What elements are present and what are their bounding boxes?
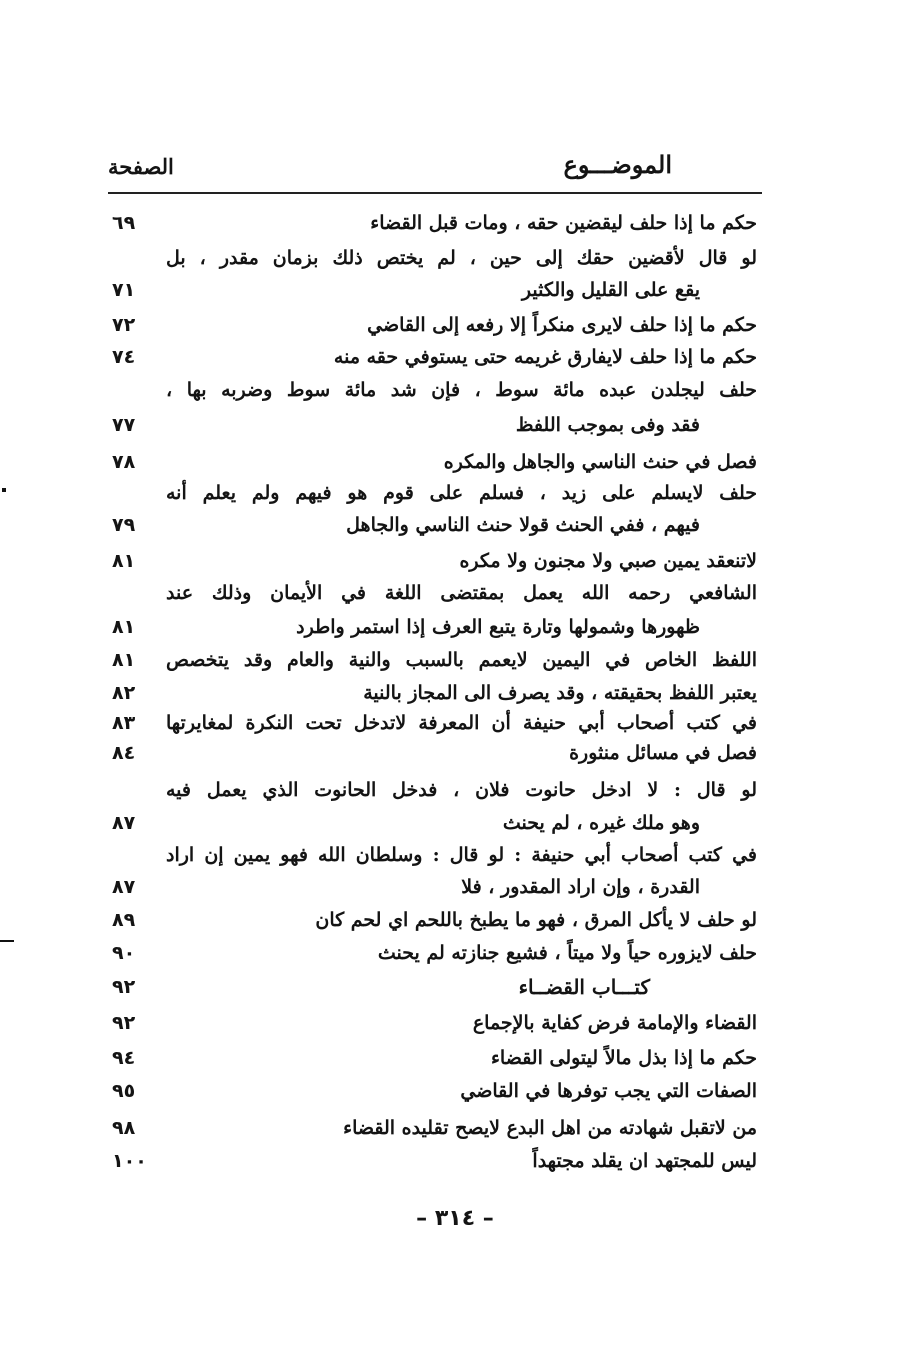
toc-entry-page: ٩٢ (112, 1012, 136, 1034)
toc-entry-page: ٨٧ (112, 812, 136, 834)
toc-entry-page: ٩٥ (112, 1080, 136, 1102)
section-heading: كتـــاب القضــاء (518, 975, 650, 999)
toc-entry-page: ٨١ (112, 649, 136, 671)
toc-entry-text: حلف ليجلدن عبده مائة سوط ، فإن شد مائة سوط وضربه بها ، (166, 379, 757, 401)
toc-entry-page: ٧٢ (112, 314, 136, 336)
toc-entry-text: لو قال لأقضين حقك إلى حين ، لم يختص ذلك بزمان مقدر ، بل (166, 247, 757, 269)
toc-entry-text: حكم ما إذا حلف لايفارق غريمه حتى يستوفي حقه منه (333, 346, 757, 368)
toc-entry-page: ٨١ (112, 550, 136, 572)
toc-entry-text: القضاء والإمامة فرض كفاية بالإجماع (472, 1012, 757, 1034)
toc-entry-text: لاتنعقد يمين صبي ولا مجنون ولا مكره (459, 550, 757, 572)
toc-entry-page: ٩٠ (112, 942, 136, 964)
toc-entry-text: ظهورها وشمولها وتارة يتبع العرف إذا استمر واطرد (296, 616, 700, 638)
page-column-label: الصفحة (108, 154, 174, 179)
toc-entry-text: لو حلف لا يأكل المرق ، فهو ما يطبخ باللحم اي لحم كان (315, 909, 757, 931)
toc-entry-text: القدرة ، وإن اراد المقدور ، فلا (461, 876, 700, 898)
toc-entry-page: ٧٧ (112, 414, 136, 436)
toc-entry-page: ٧٨ (112, 451, 136, 473)
toc-entry-page: ١٠٠ (112, 1150, 147, 1172)
toc-entry-text: من لاتقبل شهادته من اهل البدع لايصح تقليده القضاء (343, 1117, 757, 1139)
toc-entry-page: ٧٤ (112, 346, 136, 368)
toc-entry-text: حكم ما إذا حلف لايرى منكراً إلا رفعه إلى القاضي (367, 314, 757, 336)
toc-entry-text: اللفظ الخاص في اليمين لايعمم بالسبب والنية والعام وقد يتخصص (166, 649, 757, 671)
toc-entry-text: يقع على القليل والكثير (521, 279, 700, 301)
toc-entry-page: ٦٩ (112, 212, 136, 234)
toc-entry-text: لو قال : لا ادخل حانوت فلان ، فدخل الحانوت الذي يعمل فيه (166, 779, 757, 801)
toc-entry-page: ٨٧ (112, 876, 136, 898)
toc-entry-text: يعتبر اللفظ بحقيقته ، وقد يصرف الى المجاز بالنية (363, 682, 757, 704)
toc-entry-text: حلف لايسلم على زيد ، فسلم على قوم هو فيهم ولم يعلم أنه (166, 482, 757, 504)
toc-entry-text: حكم ما إذا بذل مالاً ليتولى القضاء (491, 1047, 757, 1069)
toc-entry-page: ٨١ (112, 616, 136, 638)
toc-entry-page: ٨٩ (112, 909, 136, 931)
toc-entry-page: ٧١ (112, 279, 136, 301)
toc-entry-text: ليس للمجتهد ان يقلد مجتهداً (532, 1150, 757, 1172)
toc-entry-page: ٨٣ (112, 712, 136, 734)
toc-entry-text: الشافعي رحمه الله يعمل بمقتضى اللغة في الأيمان وذلك عند (166, 582, 757, 604)
toc-entry-page: ٨٤ (112, 742, 136, 764)
toc-entry-page: ٩٢ (112, 976, 136, 998)
toc-entry-text: فصل في مسائل منثورة (569, 742, 757, 764)
toc-entry-page: ٩٨ (112, 1117, 136, 1139)
toc-entry-text: في كتب أصحاب أبي حنيفة أن المعرفة لاتدخل تحت النكرة لمغايرتها (166, 712, 757, 734)
toc-entry-text: فقد وفى بموجب اللفظ (515, 414, 700, 436)
toc-entry-page: ٧٩ (112, 514, 136, 536)
toc-entry-text: الصفات التي يجب توفرها في القاضي (460, 1080, 757, 1102)
toc-entry-text: فيهم ، ففي الحنث قولا حنث الناسي والجاهل (346, 514, 700, 536)
toc-entry-text: وهو ملك غيره ، لم يحنث (502, 812, 700, 834)
toc-entry-text: حلف لايزوره حياً ولا ميتاً ، فشيع جنازته لم يحنث (377, 942, 757, 964)
scan-mark (2, 488, 6, 492)
toc-entry-text: في كتب أصحاب أبي حنيفة : لو قال : وسلطان الله فهو يمين إن اراد (166, 844, 757, 866)
toc-entry-text: حكم ما إذا حلف ليقضين حقه ، ومات قبل القضاء (370, 212, 757, 234)
topic-column-label: الموضـــوع (563, 150, 672, 179)
page-number: – ٣١٤ – (416, 1206, 494, 1231)
toc-entry-page: ٨٢ (112, 682, 136, 704)
toc-entry-page: ٩٤ (112, 1047, 136, 1069)
toc-entry-text: فصل في حنث الناسي والجاهل والمكره (443, 451, 757, 473)
scan-mark (0, 940, 14, 942)
